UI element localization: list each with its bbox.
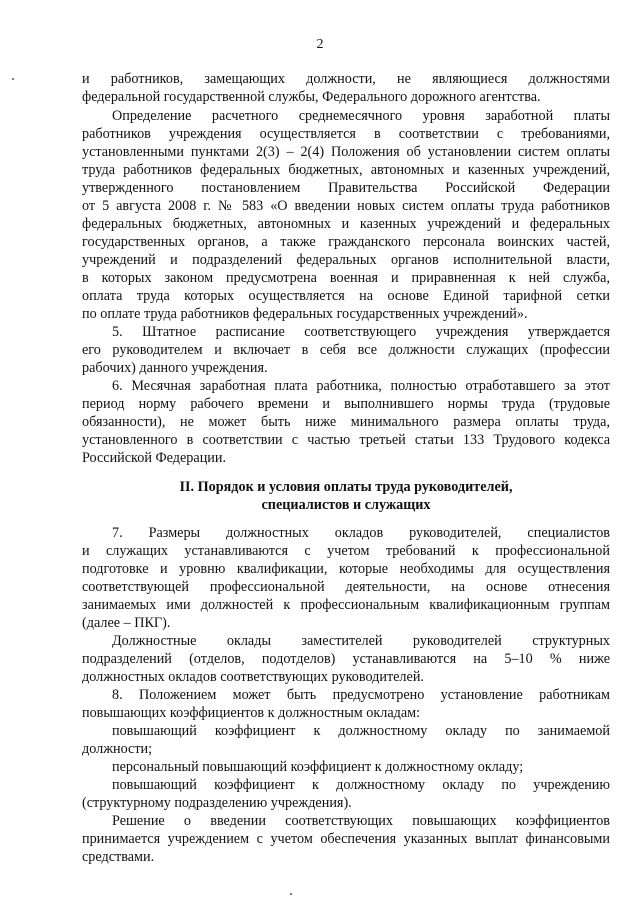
text-line: федеральной государственной службы, Федерального дорожного агентства.	[82, 89, 541, 105]
text-line: его руководителем и включает в себя все должности служащих (профессии	[82, 342, 610, 358]
text-line: по оплате труда работников федеральных государственных учреждений».	[82, 306, 528, 322]
text-line: средствами.	[82, 849, 155, 865]
text-line: 5. Штатное расписание соответствующего учреждения утверждается	[112, 324, 610, 340]
text-line: федеральных бюджетных, автономных и казенных учреждений и федеральных	[82, 216, 610, 232]
text-line: Решение о введении соответствующих повышающих коэффициентов	[112, 813, 610, 829]
text-line: оплата труда которых осуществляется на основе Единой тарифной сетки	[82, 288, 610, 304]
text-line: 8. Положением может быть предусмотрено установление работникам	[112, 687, 610, 703]
text-line: (далее – ПКГ).	[82, 615, 171, 631]
text-line: соответствующей профессиональной деятельности, на основе отнесения	[82, 579, 610, 595]
text-line: Должностные оклады заместителей руководителей структурных	[112, 633, 610, 649]
text-line: государственных органов, а также гражданского персонала воинских частей,	[82, 234, 610, 250]
text-line: 6. Месячная заработная плата работника, полностью отработавшего за этот	[112, 378, 610, 394]
text-line: Определение расчетного среднемесячного уровня заработной платы	[112, 108, 610, 124]
section-heading-line: II. Порядок и условия оплаты труда руководителей,	[179, 479, 513, 495]
text-line: Российской Федерации.	[82, 450, 227, 466]
section-heading-line: специалистов и служащих	[261, 497, 431, 513]
text-line: должностных окладов соответствующих руководителей.	[82, 669, 424, 685]
text-line: подразделений (отделов, подотделов) устанавливаются на 5–10 % ниже	[82, 651, 610, 667]
scan-speck	[12, 78, 14, 80]
text-line: и работников, замещающих должности, не являющиеся должностями	[82, 71, 610, 87]
text-line: повышающих коэффициентов к должностным окладам:	[82, 705, 421, 721]
text-line: повышающий коэффициент к должностному окладу по учреждению	[112, 777, 610, 793]
text-line: (структурному подразделению учреждения).	[82, 795, 352, 811]
text-line: принимается учреждением с учетом обеспечения указанных выплат финансовыми	[82, 831, 610, 847]
text-line: от 5 августа 2008 г. № 583 «О введении новых систем оплаты труда работников	[82, 198, 610, 214]
text-line: работников учреждения осуществляется в соответствии с требованиями,	[82, 126, 610, 142]
text-line: 7. Размеры должностных окладов руководителей, специалистов	[112, 525, 610, 541]
text-line: установленного в соответствии с частью третьей статьи 133 Трудового кодекса	[82, 432, 610, 448]
text-line: персональный повышающий коэффициент к должностному окладу;	[112, 759, 524, 775]
text-line: в которых законом предусмотрена военная и приравненная к ней служба,	[82, 270, 610, 286]
text-line: должности;	[82, 741, 153, 757]
scan-speck	[290, 893, 292, 895]
text-line: подготовке и уровню квалификации, которые необходимы для осуществления	[82, 561, 610, 577]
text-line: занимаемых ими должностей к профессиональным квалификационным группам	[82, 597, 610, 613]
text-line: труда работников федеральных бюджетных, автономных и казенных учреждений,	[82, 162, 610, 178]
text-line: период норму рабочего времени и выполнившего нормы труда (трудовые	[82, 396, 610, 412]
page-number: 2	[316, 37, 324, 52]
text-line: рабочих) данного учреждения.	[82, 360, 268, 376]
text-line: и служащих устанавливаются с учетом требований к профессиональной	[82, 543, 610, 559]
text-line: утвержденного постановлением Правительства Российской Федерации	[82, 180, 610, 196]
text-line: повышающий коэффициент к должностному окладу по занимаемой	[112, 723, 610, 739]
text-line: учреждений и подразделений федеральных органов исполнительной власти,	[82, 252, 610, 268]
text-line: установленными пунктами 2(3) – 2(4) Положения об установлении систем оплаты	[82, 144, 610, 160]
text-line: обязанности), не может быть ниже минимального размера оплаты труда,	[82, 414, 610, 430]
